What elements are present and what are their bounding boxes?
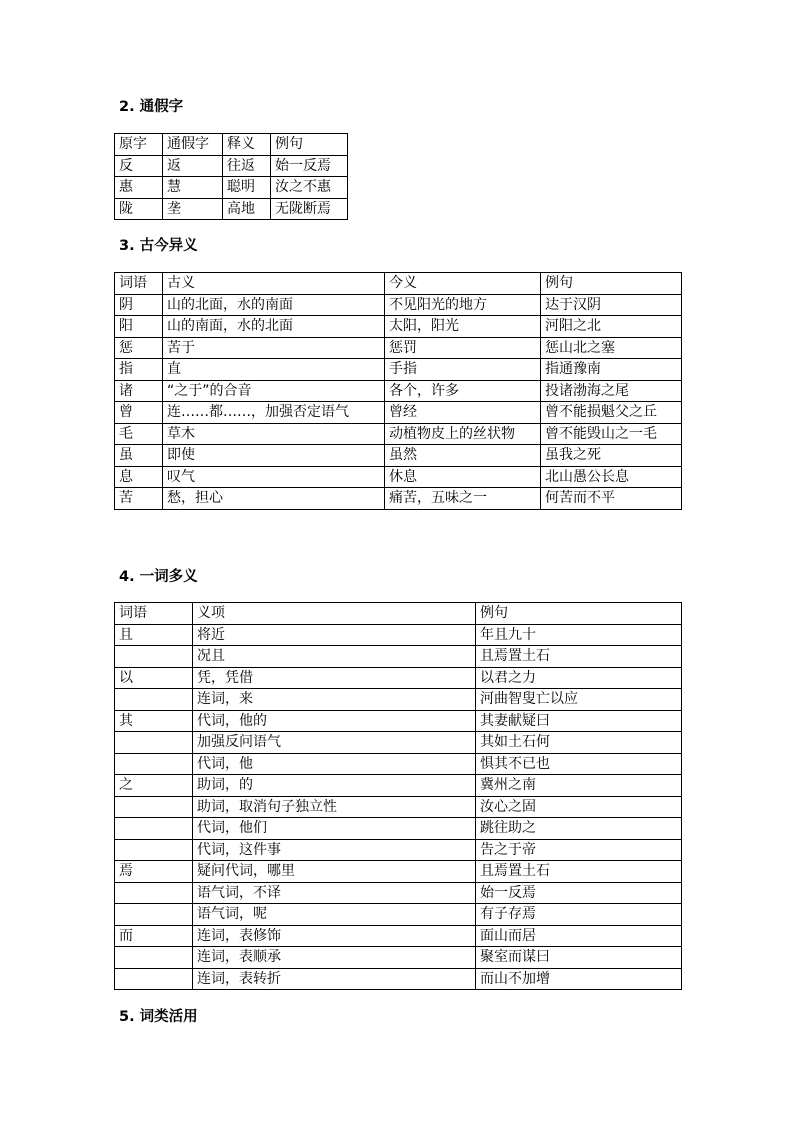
table-cell: 动植物皮上的丝状物 — [385, 423, 541, 445]
table-cell: 达于汉阴 — [541, 294, 682, 316]
table-cell: 连词，表修饰 — [193, 925, 476, 947]
table-row — [115, 337, 682, 359]
table-row — [115, 488, 682, 510]
section-heading-cileihuoyong: 5. 词类活用 — [119, 1009, 198, 1025]
column-header: 义项 — [193, 603, 476, 625]
table-row — [115, 402, 682, 424]
table-cell: 陇 — [115, 198, 163, 220]
table-row — [115, 445, 682, 467]
table-cell: “之于”的合音 — [163, 380, 385, 402]
column-header: 词语 — [115, 603, 193, 625]
table-header-row — [115, 603, 682, 625]
table-cell: 苦于 — [163, 337, 385, 359]
table-cell: 垄 — [163, 198, 223, 220]
table-cell — [115, 689, 193, 711]
table-row — [115, 294, 682, 316]
table-cell: 虽我之死 — [541, 445, 682, 467]
table-cell: 曾不能损魁父之丘 — [541, 402, 682, 424]
table-row — [115, 689, 682, 711]
table-cell — [115, 947, 193, 969]
table-row — [115, 818, 682, 840]
table-cell: 各个，许多 — [385, 380, 541, 402]
table-cell: 代词，他们 — [193, 818, 476, 840]
table-cell: 即使 — [163, 445, 385, 467]
section-heading-tongjiazi: 2. 通假字 — [119, 99, 184, 115]
table-cell: 而 — [115, 925, 193, 947]
table-cell: 焉 — [115, 861, 193, 883]
table-cell: 河阳之北 — [541, 316, 682, 338]
table-cell: 手指 — [385, 359, 541, 381]
table-cell: 太阳，阳光 — [385, 316, 541, 338]
tongjiazi-table — [114, 133, 348, 220]
table-cell: 连……都……，加强否定语气 — [163, 402, 385, 424]
column-header: 通假字 — [163, 134, 223, 156]
table-header-row — [115, 134, 348, 156]
table-cell: 往返 — [223, 155, 271, 177]
table-cell: 其 — [115, 710, 193, 732]
table-cell: 投诸渤海之尾 — [541, 380, 682, 402]
table-cell: 加强反问语气 — [193, 732, 476, 754]
section-heading-gujinyiyi: 3. 古今异义 — [119, 238, 198, 254]
table-cell: 指通豫南 — [541, 359, 682, 381]
table-cell: 苦 — [115, 488, 163, 510]
table-cell: 之 — [115, 775, 193, 797]
table-cell: 痛苦，五味之一 — [385, 488, 541, 510]
table-cell: 高地 — [223, 198, 271, 220]
table-cell: 惠 — [115, 177, 163, 199]
table-cell: 告之于帝 — [476, 839, 682, 861]
table-cell: 惩 — [115, 337, 163, 359]
table-row — [115, 316, 682, 338]
table-cell: 连词，表转折 — [193, 968, 476, 990]
table-cell: 有子存焉 — [476, 904, 682, 926]
table-cell: 跳往助之 — [476, 818, 682, 840]
table-header-row — [115, 273, 682, 295]
table-row — [115, 624, 682, 646]
table-cell: 连词，表顺承 — [193, 947, 476, 969]
table-cell — [115, 882, 193, 904]
table-cell: 况且 — [193, 646, 476, 668]
table-cell — [115, 796, 193, 818]
column-header: 古义 — [163, 273, 385, 295]
table-cell: 聚室而谋曰 — [476, 947, 682, 969]
table-row — [115, 177, 348, 199]
table-cell: 诸 — [115, 380, 163, 402]
table-cell: 汝心之固 — [476, 796, 682, 818]
section-heading-yiciduoyi: 4. 一词多义 — [119, 569, 198, 585]
table-row — [115, 732, 682, 754]
table-cell: 休息 — [385, 466, 541, 488]
table-row — [115, 380, 682, 402]
table-cell — [115, 732, 193, 754]
table-row — [115, 925, 682, 947]
table-cell: 语气词，呢 — [193, 904, 476, 926]
table-cell: 助词，取消句子独立性 — [193, 796, 476, 818]
table-row — [115, 775, 682, 797]
table-cell: 连词，来 — [193, 689, 476, 711]
table-cell: 其妻献疑曰 — [476, 710, 682, 732]
table-cell: 阳 — [115, 316, 163, 338]
table-cell: 山的南面，水的北面 — [163, 316, 385, 338]
table-cell: 反 — [115, 155, 163, 177]
table-cell: 代词，这件事 — [193, 839, 476, 861]
column-header: 今义 — [385, 273, 541, 295]
yiciduoyi-table — [114, 602, 682, 990]
column-header: 词语 — [115, 273, 163, 295]
table-cell — [115, 904, 193, 926]
table-cell: 语气词，不译 — [193, 882, 476, 904]
table-cell: 曾 — [115, 402, 163, 424]
table-cell: 凭，凭借 — [193, 667, 476, 689]
table-cell — [115, 646, 193, 668]
table-cell: 毛 — [115, 423, 163, 445]
table-row — [115, 753, 682, 775]
table-row — [115, 861, 682, 883]
table-row — [115, 968, 682, 990]
table-row — [115, 904, 682, 926]
table-cell: 无陇断焉 — [271, 198, 348, 220]
table-cell: 慧 — [163, 177, 223, 199]
table-row — [115, 710, 682, 732]
table-row — [115, 667, 682, 689]
table-row — [115, 947, 682, 969]
table-cell: 阴 — [115, 294, 163, 316]
table-cell: 草木 — [163, 423, 385, 445]
table-cell: 息 — [115, 466, 163, 488]
table-cell: 河曲智叟亡以应 — [476, 689, 682, 711]
table-cell: 虽 — [115, 445, 163, 467]
table-cell: 始一反焉 — [476, 882, 682, 904]
table-cell: 曾不能毁山之一毛 — [541, 423, 682, 445]
table-row — [115, 646, 682, 668]
table-cell: 冀州之南 — [476, 775, 682, 797]
table-cell: 年且九十 — [476, 624, 682, 646]
gujinyiyi-table — [114, 272, 682, 510]
column-header: 原字 — [115, 134, 163, 156]
table-cell: 曾经 — [385, 402, 541, 424]
table-row — [115, 359, 682, 381]
table-cell: 汝之不惠 — [271, 177, 348, 199]
table-cell: 北山愚公长息 — [541, 466, 682, 488]
table-row — [115, 466, 682, 488]
table-cell: 聪明 — [223, 177, 271, 199]
table-row — [115, 796, 682, 818]
table-cell: 且焉置土石 — [476, 861, 682, 883]
table-cell: 将近 — [193, 624, 476, 646]
table-cell: 代词，他的 — [193, 710, 476, 732]
column-header: 释义 — [223, 134, 271, 156]
table-cell: 叹气 — [163, 466, 385, 488]
table-cell — [115, 753, 193, 775]
table-cell: 而山不加增 — [476, 968, 682, 990]
table-cell: 以君之力 — [476, 667, 682, 689]
table-row — [115, 882, 682, 904]
table-cell: 且焉置土石 — [476, 646, 682, 668]
column-header: 例句 — [541, 273, 682, 295]
table-row — [115, 198, 348, 220]
table-row — [115, 839, 682, 861]
table-cell: 以 — [115, 667, 193, 689]
table-cell — [115, 839, 193, 861]
table-cell: 其如土石何 — [476, 732, 682, 754]
table-cell: 惩罚 — [385, 337, 541, 359]
table-cell: 面山而居 — [476, 925, 682, 947]
table-cell: 虽然 — [385, 445, 541, 467]
table-cell: 惩山北之塞 — [541, 337, 682, 359]
table-cell: 助词，的 — [193, 775, 476, 797]
table-cell — [115, 968, 193, 990]
table-row — [115, 423, 682, 445]
table-cell: 代词，他 — [193, 753, 476, 775]
table-cell: 山的北面，水的南面 — [163, 294, 385, 316]
table-cell: 愁，担心 — [163, 488, 385, 510]
table-cell: 指 — [115, 359, 163, 381]
table-cell: 返 — [163, 155, 223, 177]
table-cell: 始一反焉 — [271, 155, 348, 177]
column-header: 例句 — [271, 134, 348, 156]
table-cell: 惧其不已也 — [476, 753, 682, 775]
table-cell: 何苦而不平 — [541, 488, 682, 510]
table-cell: 且 — [115, 624, 193, 646]
column-header: 例句 — [476, 603, 682, 625]
table-cell: 直 — [163, 359, 385, 381]
table-cell: 疑问代词，哪里 — [193, 861, 476, 883]
table-cell: 不见阳光的地方 — [385, 294, 541, 316]
table-cell — [115, 818, 193, 840]
table-row — [115, 155, 348, 177]
